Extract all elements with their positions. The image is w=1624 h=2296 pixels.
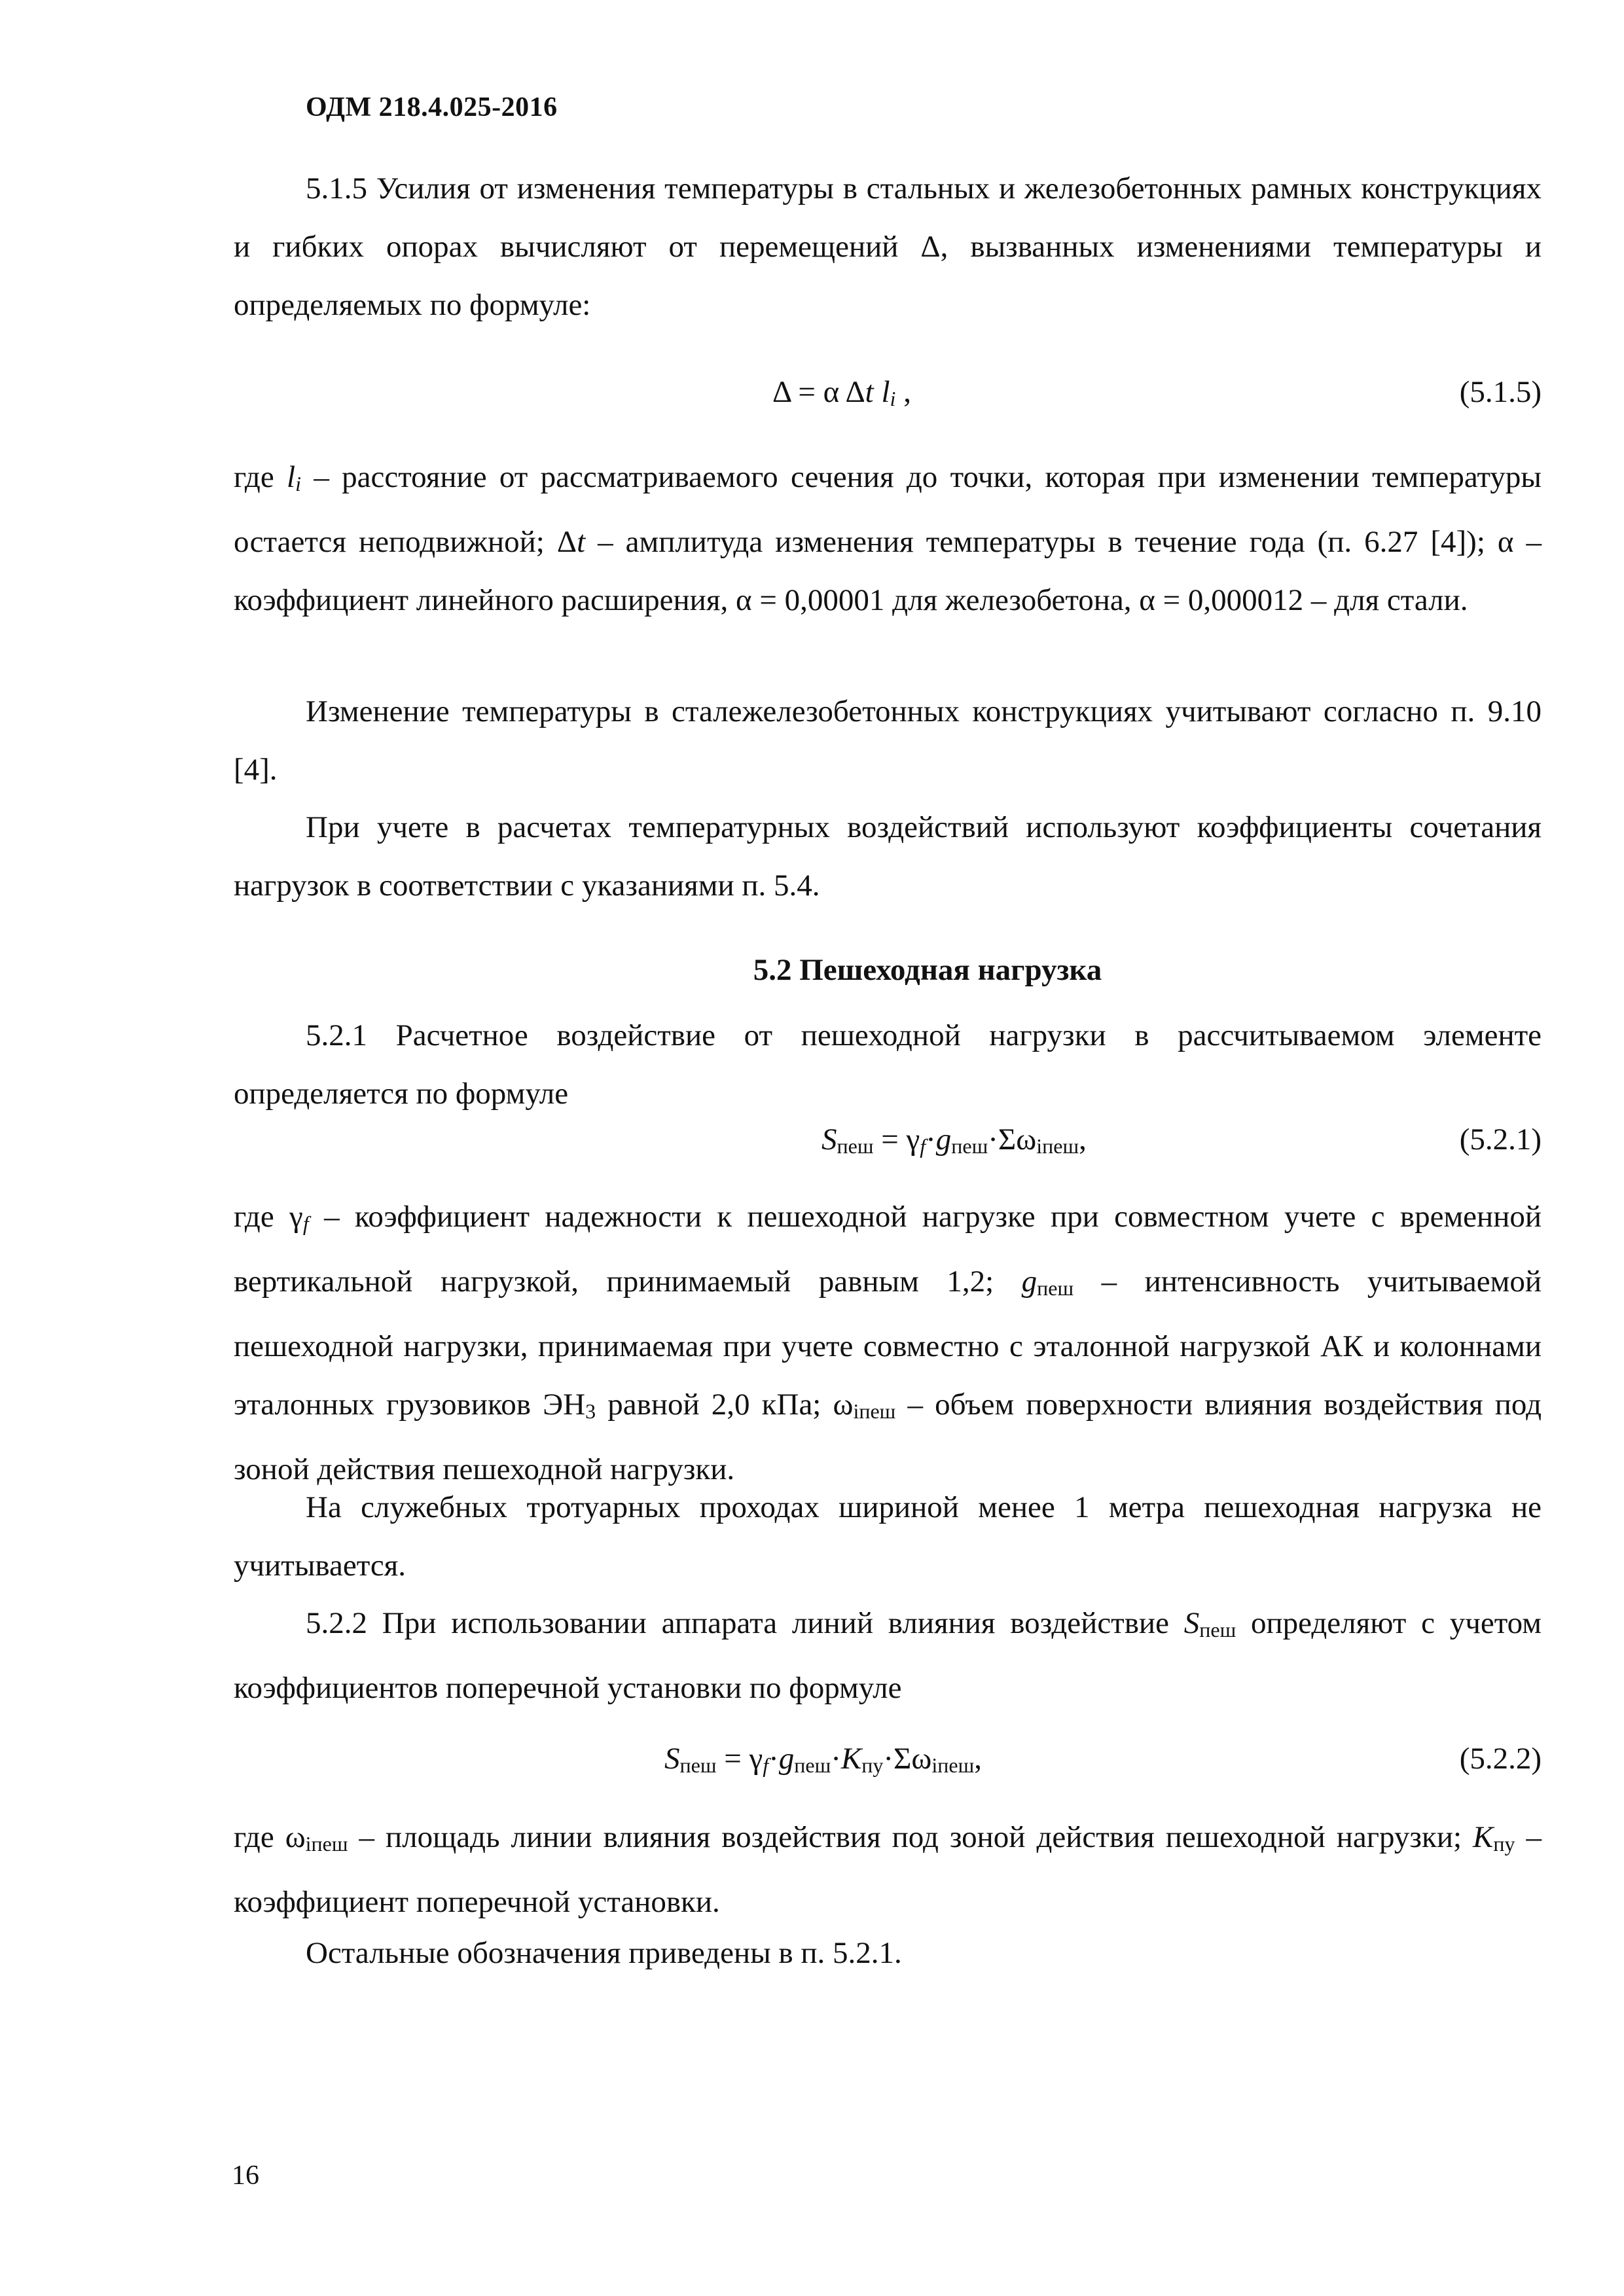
page-number: 16 — [232, 2161, 259, 2191]
formula-number-5-2-2: (5.2.2) — [1459, 1742, 1542, 1776]
paragraph-service-walkways: На служебных тротуарных проходах шириной менее 1 метра пешеходная нагрузка не учитывается. — [234, 1490, 1542, 1583]
paragraph-temperature-composite: Изменение температуры в сталежелезобетонных конструкциях учитывают согласно п. 9.10 [4]. — [234, 694, 1542, 787]
paragraph-5-2-1: 5.2.1 Расчетное воздействие от пешеходной нагрузки в рассчитываемом элементе определяется по формуле — [234, 1018, 1542, 1111]
paragraph-other-notations: Остальные обозначения приведены в п. 5.2.1. — [306, 1936, 902, 1970]
formula-number-5-2-1: (5.2.1) — [1459, 1122, 1542, 1157]
formula-5-1-5: Δ = α Δt $l_i$ , — [772, 375, 911, 410]
paragraph-where-5-2-1: где $\gamma_f$ – коэффициент надежности к пешеходной нагрузке при совместном учете с временной вертикальной нагрузкой, принимаемый равным 1,2; $g_{пеш}$ – интенсивность учитываемой пешеходной нагрузки, принимаемая при учете совместно с эталонной нагрузкой АК и колоннами эталонных грузовиков $ЭН_3$ равной 2,0 кПа; $\omega_{iпеш}$ – объем поверхности влияния воздействия под зоной действия пешеходной нагрузки. — [234, 1200, 1542, 1486]
paragraph-5-2-2: 5.2.2 При использовании аппарата линий влияния воздействие $S_{пеш}$ определяют с учетом коэффициентов поперечной установки по формуле — [234, 1606, 1542, 1705]
formula-5-2-1: $S_{пеш} = \gamma_f\cdot g_{пеш}\cdot\Sigma\omega_{iпеш}$, — [821, 1122, 1087, 1158]
paragraph-where-5-1-5: где $l_i$ – расстояние от рассматриваемого сечения до точки, которая при изменении температуры остается неподвижной; Δt – амплитуда изменения температуры в течение года (п. 6.27 [4]); α – коэффициент линейного расширения, α = 0,00001 для железобетона, α = 0,000012 – для стали. — [234, 460, 1542, 617]
document-code-header: ОДМ 218.4.025-2016 — [306, 92, 558, 122]
formula-number-5-1-5: (5.1.5) — [1459, 375, 1542, 409]
section-heading-5-2: 5.2 Пешеходная нагрузка — [753, 953, 1102, 987]
paragraph-5-1-5: 5.1.5 Усилия от изменения температуры в стальных и железобетонных рамных конструкциях и гибких опорах вычисляют от перемещений Δ, вызванных изменениями температуры и определяемых по формуле: — [234, 171, 1542, 322]
paragraph-load-combination: При учете в расчетах температурных воздействий используют коэффициенты сочетания нагрузок в соответствии с указаниями п. 5.4. — [234, 810, 1542, 903]
paragraph-where-5-2-2: где $\omega_{iпеш}$ – площадь линии влияния воздействия под зоной действия пешеходной нагрузки; $K_{пу}$ – коэффициент поперечной установки. — [234, 1820, 1542, 1919]
formula-5-2-2: $S_{пеш} = \gamma_f\cdot g_{пеш}\cdot K_{пу}\cdot\Sigma\omega_{iпеш}$, — [664, 1742, 982, 1777]
